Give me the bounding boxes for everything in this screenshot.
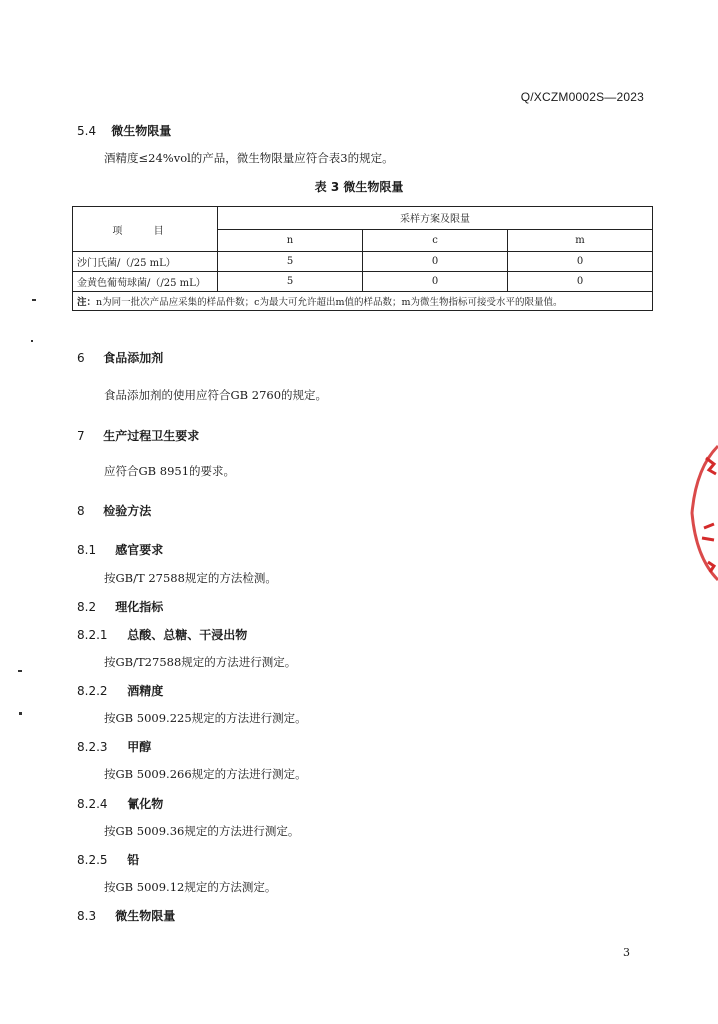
section-number: 5.4 bbox=[77, 124, 97, 138]
section-title: 生产过程卫生要求 bbox=[103, 429, 200, 443]
row-n: 5 bbox=[218, 252, 363, 272]
scan-speck bbox=[32, 299, 36, 301]
sampling-plan-header: 采样方案及限量 bbox=[218, 207, 653, 230]
section-title: 甲醇 bbox=[127, 740, 152, 754]
section-8-3-heading bbox=[77, 907, 175, 924]
table-row bbox=[73, 272, 653, 292]
note-text: n为同一批次产品应采集的样品件数；c为最大可允许超出m值的样品数；m为微生物指标可接受水平的限量值。 bbox=[96, 297, 563, 308]
section-title: 食品添加剂 bbox=[103, 351, 164, 365]
scan-speck bbox=[19, 712, 22, 715]
section-number: 8.2.1 bbox=[77, 628, 108, 642]
section-number: 8.1 bbox=[77, 543, 97, 557]
section-number: 8.2.2 bbox=[77, 684, 108, 698]
section-8-1-heading bbox=[77, 541, 163, 558]
section-5-4-heading bbox=[77, 122, 171, 139]
section-title: 总酸、总糖、干浸出物 bbox=[127, 628, 248, 642]
section-7-heading bbox=[77, 427, 199, 444]
row-c: 0 bbox=[363, 272, 508, 292]
section-title: 微生物限量 bbox=[115, 909, 176, 923]
section-number: 8 bbox=[77, 504, 85, 518]
section-number: 6 bbox=[77, 351, 85, 365]
section-8-2-heading bbox=[77, 598, 163, 615]
section-title: 氰化物 bbox=[127, 797, 164, 811]
section-7-text: 应符合GB 8951的要求。 bbox=[104, 464, 236, 478]
section-number: 7 bbox=[77, 429, 85, 443]
row-m: 0 bbox=[508, 252, 653, 272]
row-item: 金黄色葡萄球菌/（/25 mL） bbox=[73, 272, 218, 292]
document-code: Q/XCZM0002S—2023 bbox=[520, 90, 644, 104]
row-m: 0 bbox=[508, 272, 653, 292]
section-number: 8.2.4 bbox=[77, 797, 108, 811]
section-title: 铅 bbox=[127, 853, 140, 867]
section-8-2-2-heading bbox=[77, 682, 163, 699]
table-row bbox=[73, 252, 653, 272]
section-8-heading bbox=[77, 502, 151, 519]
table-note bbox=[73, 292, 653, 311]
microbial-limits-table bbox=[72, 206, 653, 311]
row-n: 5 bbox=[218, 272, 363, 292]
page-number: 3 bbox=[623, 946, 630, 959]
section-8-2-3-text: 按GB 5009.266规定的方法进行测定。 bbox=[104, 767, 307, 781]
item-header: 项 目 bbox=[73, 207, 218, 252]
n-header: n bbox=[218, 229, 363, 252]
table-caption: 表 3 微生物限量 bbox=[314, 180, 404, 194]
row-item: 沙门氏菌/（/25 mL） bbox=[73, 252, 218, 272]
section-title: 感官要求 bbox=[115, 543, 164, 557]
section-5-4-text: 酒精度≤24%vol的产品，微生物限量应符合表3的规定。 bbox=[104, 151, 394, 165]
section-number: 8.2.5 bbox=[77, 853, 108, 867]
section-number: 8.2 bbox=[77, 600, 97, 614]
section-number: 8.2.3 bbox=[77, 740, 108, 754]
m-header: m bbox=[508, 229, 653, 252]
section-8-2-5-text: 按GB 5009.12规定的方法测定。 bbox=[104, 880, 277, 894]
section-8-2-1-text: 按GB/T27588规定的方法进行测定。 bbox=[104, 655, 297, 669]
section-title: 酒精度 bbox=[127, 684, 164, 698]
section-8-2-3-heading bbox=[77, 738, 151, 755]
section-title: 检验方法 bbox=[103, 504, 152, 518]
section-title: 理化指标 bbox=[115, 600, 164, 614]
section-8-1-text: 按GB/T 27588规定的方法检测。 bbox=[104, 571, 277, 585]
section-6-text: 食品添加剂的使用应符合GB 2760的规定。 bbox=[104, 388, 328, 402]
note-label: 注： bbox=[77, 297, 97, 308]
c-header: c bbox=[363, 229, 508, 252]
red-seal-stamp bbox=[682, 438, 718, 588]
scan-speck bbox=[31, 340, 33, 342]
scan-speck bbox=[18, 670, 22, 672]
section-8-2-4-heading bbox=[77, 795, 163, 812]
section-title: 微生物限量 bbox=[111, 124, 172, 138]
section-6-heading bbox=[77, 349, 163, 366]
section-8-2-1-heading bbox=[77, 626, 247, 643]
section-8-2-5-heading bbox=[77, 851, 139, 868]
row-c: 0 bbox=[363, 252, 508, 272]
section-8-2-4-text: 按GB 5009.36规定的方法进行测定。 bbox=[104, 824, 300, 838]
section-8-2-2-text: 按GB 5009.225规定的方法进行测定。 bbox=[104, 711, 307, 725]
section-number: 8.3 bbox=[77, 909, 97, 923]
